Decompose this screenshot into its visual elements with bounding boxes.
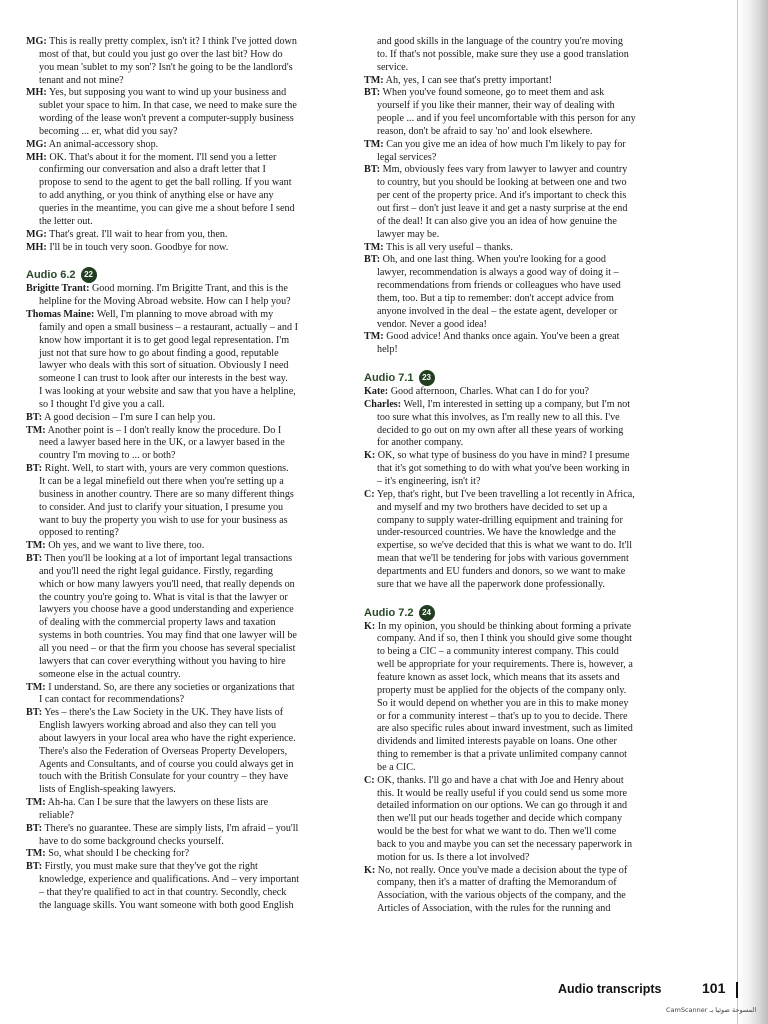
speaker-label: BT: bbox=[26, 822, 43, 834]
transcript-continuation: It can be a legal minefield out there when you're setting up a bbox=[39, 476, 284, 487]
transcript-continuation: mean that we'll be tendering for jobs with various government bbox=[377, 553, 629, 565]
transcript-continuation: decided to go out on my own after all these years of working bbox=[377, 424, 624, 436]
speaker-label: BT: bbox=[364, 87, 381, 99]
speech-text: Can you give me an idea of how much I'm likely to pay for bbox=[386, 138, 626, 150]
speaker-label: TM: bbox=[26, 681, 46, 693]
transcript-continuation: sublet your space to him. In that case, we need to make sure the bbox=[39, 100, 297, 112]
transcript-continuation: So it would depend on whether you are in this to make money bbox=[377, 697, 629, 709]
transcript-continuation: lawyer, recommendation is always a good way of doing it – bbox=[377, 267, 619, 279]
transcript-continuation: confirming our conversation and also a draft letter that I bbox=[39, 164, 266, 176]
transcript-continuation: to add anything, or you think of anything else or have any bbox=[39, 190, 274, 202]
transcript-continuation: which or how many lawyers you'll need, that really depends on bbox=[39, 578, 295, 590]
transcript-continuation: sure that we have all the paperwork done professionally. bbox=[377, 578, 605, 590]
transcript-continuation: touch with the British Consulate for your country – they have bbox=[39, 771, 289, 783]
speaker-label: MG: bbox=[26, 138, 47, 150]
speech-text: Mm, obviously fees vary from lawyer to lawyer and country bbox=[382, 164, 628, 176]
transcript-continuation: propose to send to the agent to get the ball rolling. If you want bbox=[39, 177, 292, 189]
transcript-line bbox=[364, 254, 687, 267]
transcript-line bbox=[26, 682, 349, 695]
transcript-continuation: Agents and Consultants, and of course you could always get in bbox=[39, 758, 294, 770]
transcript-continuation: would be the best for what we want to do. Then we'll come bbox=[377, 826, 617, 838]
speaker-label: C: bbox=[364, 488, 375, 500]
transcript-line bbox=[364, 331, 687, 344]
transcript-continuation: people ... and if you feel uncomfortable with this person for any bbox=[377, 113, 636, 125]
transcript-continuation: or for a community interest – that's up to you to decide. There bbox=[377, 710, 628, 722]
transcript-line bbox=[26, 36, 349, 49]
transcript-continuation: recommendations from friends or colleagues who have used bbox=[377, 280, 621, 292]
transcript-continuation: service. bbox=[377, 61, 409, 73]
transcript-continuation: lawyers that can cover everything without you having to hire bbox=[39, 655, 286, 667]
speaker-label: Kate: bbox=[364, 386, 389, 398]
transcript-continuation: too sure what this involves, as I'm really new to all this. I've bbox=[377, 411, 620, 423]
transcript-continuation: just not that sure how to go about finding a good, reputable bbox=[39, 347, 279, 359]
transcript-line bbox=[26, 242, 349, 255]
transcript-continuation: systems in both countries. You may find that one lawyer will be bbox=[39, 630, 297, 642]
audio-heading bbox=[364, 370, 687, 386]
speaker-label: MG: bbox=[26, 36, 47, 47]
speech-text: This is all very useful – thanks. bbox=[386, 241, 513, 253]
transcript-line bbox=[364, 139, 687, 152]
transcript-continuation: have to do some background checks yourself. bbox=[39, 835, 224, 847]
speech-text: In my opinion, you should be thinking about forming a private bbox=[377, 620, 632, 632]
scanner-watermark: CamScanner المسوحة ضوئيا بـ bbox=[666, 1006, 757, 1014]
transcript-continuation: to country, but you should be looking at between one and two bbox=[377, 177, 627, 189]
transcript-line bbox=[26, 848, 349, 861]
transcript-continuation: detailed information on our options. We can go through it and bbox=[377, 800, 628, 812]
speaker-label: Brigitte Trant: bbox=[26, 283, 90, 295]
transcript-continuation: and myself and my two brothers have decided to set up a bbox=[377, 501, 608, 513]
speech-text: Yep, that's right, but I've been travelling a lot recently in Africa, bbox=[376, 488, 635, 500]
transcript-continuation: this. It would be really useful if you could send us some more bbox=[377, 787, 627, 799]
transcript-continuation: company, then it's a matter of drafting the Memorandum of bbox=[377, 877, 617, 889]
transcript-continuation: anyone involved in the deal – the estate agent, developer or bbox=[377, 305, 618, 317]
transcript-continuation: dividends and limited interests payable on loans. One other bbox=[377, 736, 617, 748]
transcript-line bbox=[364, 489, 687, 502]
track-number-badge: 22 bbox=[81, 267, 97, 283]
transcript-continuation: the country you're going to. What is vital is that the lawyer or bbox=[39, 591, 288, 603]
speech-text: So, what should I be checking for? bbox=[48, 848, 190, 860]
transcript-continuation: lawyer who deals with this sort of situation. Obviously I need bbox=[39, 360, 289, 372]
speech-text: An animal-accessory shop. bbox=[48, 138, 159, 150]
transcript-continuation: someone else in the actual country. bbox=[39, 668, 181, 680]
transcript-line bbox=[364, 621, 687, 634]
speaker-label: Thomas Maine: bbox=[26, 309, 95, 321]
transcript-continuation: yourself if you like their manner, their way of dealing with bbox=[377, 100, 615, 112]
footer-bar bbox=[736, 982, 738, 998]
track-number-badge: 24 bbox=[419, 605, 435, 621]
speaker-label: TM: bbox=[26, 424, 46, 436]
transcript-continuation: that it's got something to do with what you've been working in bbox=[377, 463, 630, 475]
speaker-label: MG: bbox=[26, 228, 47, 240]
speaker-label: TM: bbox=[364, 241, 384, 253]
speech-text: I'll be in touch very soon. Goodbye for now. bbox=[49, 241, 229, 253]
speaker-label: TM: bbox=[26, 540, 46, 552]
transcript-line bbox=[26, 553, 349, 566]
transcript-line bbox=[364, 87, 687, 100]
speech-text: Firstly, you must make sure that they've got the right bbox=[44, 861, 258, 873]
speech-text: Oh yes, and we want to live there, too. bbox=[48, 540, 205, 552]
speaker-label: BT: bbox=[26, 411, 43, 423]
transcript-continuation: opposed to renting? bbox=[39, 527, 119, 539]
transcript-continuation: all you need – or that the firm you choose has several specialist bbox=[39, 642, 296, 654]
speaker-label: TM: bbox=[364, 331, 384, 343]
transcript-continuation: vendor. Never a good idea! bbox=[377, 318, 487, 330]
transcript-continuation: help! bbox=[377, 344, 398, 356]
speaker-label: TM: bbox=[364, 138, 384, 150]
transcript-continuation: property must be applied for the objects of the company only. bbox=[377, 684, 627, 696]
transcript-continuation: thing to remember is that a private unlimited company cannot bbox=[377, 749, 627, 761]
transcript-line bbox=[26, 87, 349, 100]
speaker-label: K: bbox=[364, 450, 376, 462]
speaker-label: K: bbox=[364, 864, 376, 876]
speech-text: Well, I'm planning to move abroad with my bbox=[96, 309, 274, 321]
transcript-continuation: becoming ... er, what did you say? bbox=[39, 125, 178, 137]
page-edge-shadow bbox=[738, 0, 768, 1024]
speech-text: This is really pretty complex, isn't it? I think I've jotted down bbox=[49, 36, 297, 47]
transcript-continuation: lawyer may be. bbox=[377, 228, 440, 240]
transcript-continuation: of dealing with the commercial property laws and taxation bbox=[39, 617, 276, 629]
transcript-line bbox=[26, 412, 349, 425]
footer-section-title: Audio transcripts bbox=[558, 982, 662, 996]
transcript-continuation: English lawyers working abroad and also they can tell you bbox=[39, 720, 277, 732]
speaker-label: TM: bbox=[26, 848, 46, 860]
speech-text: Good advice! And thanks once again. You've been a great bbox=[386, 331, 620, 343]
transcript-line bbox=[364, 865, 687, 878]
audio-heading bbox=[364, 605, 687, 621]
transcript-continuation: them, too. But a tip to remember: don't accept advice from bbox=[377, 292, 614, 304]
transcript-block bbox=[364, 386, 687, 592]
transcript-continuation: most of that, but could you just go over the last bit? How do bbox=[39, 48, 283, 60]
transcript-line bbox=[26, 139, 349, 152]
transcript-continuation: tenant and not mine? bbox=[39, 74, 124, 86]
transcript-line bbox=[26, 283, 349, 296]
speech-text: Then you'll be looking at a lot of important legal transactions bbox=[44, 553, 293, 565]
speaker-label: BT: bbox=[26, 553, 43, 565]
transcript-block bbox=[364, 621, 687, 916]
speech-text: Good afternoon, Charles. What can I do for you? bbox=[390, 386, 590, 398]
speech-text: Ah-ha. Can I be sure that the lawyers on these lists are bbox=[47, 797, 269, 809]
transcript-continuation: helpline for the Moving Abroad website. How can I help you? bbox=[39, 296, 291, 308]
transcript-continuation: motion for us. Is there a lot involved? bbox=[377, 851, 530, 863]
transcript-continuation: about lawyers in your local area who have the right experience. bbox=[39, 732, 296, 744]
transcript-continuation: knowledge, experience and qualifications. And – very important bbox=[39, 874, 300, 886]
transcript-line bbox=[364, 242, 687, 255]
transcript-continuation: There's also the Federation of Overseas Property Developers, bbox=[39, 745, 288, 757]
transcript-continuation: need a lawyer based here in the UK, or a lawyer based in the bbox=[39, 437, 285, 449]
speech-text: Good morning. I'm Brigitte Trant, and this is the bbox=[91, 283, 288, 295]
speaker-label: MH: bbox=[26, 151, 47, 163]
transcript-continuation: and good skills in the language of the country you're moving bbox=[377, 36, 623, 47]
transcript-line bbox=[364, 775, 687, 788]
transcript-continuation: to. If that's not possible, make sure they use a good translation bbox=[377, 48, 629, 60]
transcript-line bbox=[26, 823, 349, 836]
transcript-continuation: the letter out. bbox=[39, 215, 93, 227]
speaker-label: MH: bbox=[26, 87, 47, 99]
speech-text: A good decision – I'm sure I can help you. bbox=[44, 411, 216, 423]
transcript-continuation: legal services? bbox=[377, 151, 437, 163]
transcript-continuation: someone I can trust to look after our interests in the best way. bbox=[39, 373, 288, 385]
transcript-line bbox=[26, 707, 349, 720]
transcript-line bbox=[26, 309, 349, 322]
transcript-line bbox=[364, 399, 687, 412]
transcript-continuation: wording of the lease won't prevent a computer-supply business bbox=[39, 113, 294, 125]
transcript-continuation: I can contact for recommendations? bbox=[39, 694, 185, 706]
transcript-line bbox=[364, 164, 687, 177]
transcript-continuation: country I'm moving to ... or both? bbox=[39, 450, 176, 462]
transcript-continuation: back to you and maybe you can set the necessary paperwork in bbox=[377, 838, 633, 850]
transcript-continuation: are also specific rules about inward investment, such as limited bbox=[377, 723, 633, 735]
transcript-line bbox=[26, 540, 349, 553]
transcript-continuation: to being a CIC – a community interest company. This could bbox=[377, 646, 619, 658]
speech-text: Another point is – I don't really know the procedure. Do I bbox=[47, 424, 282, 436]
transcript-line bbox=[26, 425, 349, 438]
speech-text: OK, so what type of business do you have in mind? I presume bbox=[377, 450, 630, 462]
speech-text: When you've found someone, go to meet them and ask bbox=[382, 87, 605, 99]
transcript-continuation: company. And if so, then I think you should give some thought bbox=[377, 633, 632, 645]
audio-heading-label: Audio 7.1 bbox=[364, 372, 414, 385]
speaker-label: BT: bbox=[364, 254, 381, 266]
transcript-continuation: you mean 'sublet to my son'? Isn't he going to be the landlord's bbox=[39, 61, 293, 73]
transcript-continuation: business in another country. There are so many different things bbox=[39, 488, 294, 500]
speaker-label: TM: bbox=[26, 797, 46, 809]
transcript-line bbox=[26, 463, 349, 476]
transcript-continuation: well be appropriate for your requirements. There is, however, a bbox=[377, 659, 633, 671]
transcript-continuation: of the deal! It can also give you an idea of how genuine the bbox=[377, 215, 617, 227]
transcript-continuation: want to buy the property you wish to use for your business as bbox=[39, 514, 288, 526]
speech-text: OK, thanks. I'll go and have a chat with Joe and Henry about bbox=[377, 774, 624, 786]
transcript-continuation: Association, with the various objects of the company, and the bbox=[377, 890, 626, 902]
transcript-line bbox=[26, 861, 349, 874]
transcript-continuation: reason, don't be afraid to say 'no' and look elsewhere. bbox=[377, 125, 593, 137]
transcript-line bbox=[26, 797, 349, 810]
audio-heading bbox=[26, 267, 349, 283]
transcript-continuation: feature known as asset lock, which means that its assets and bbox=[377, 671, 620, 683]
speech-text: Yes, but supposing you want to wind up your business and bbox=[48, 87, 287, 99]
speaker-label: BT: bbox=[26, 707, 43, 719]
audio-heading-label: Audio 6.2 bbox=[26, 269, 76, 282]
transcript-continuation: lawyers you choose have a good understanding and experience bbox=[39, 604, 294, 616]
transcript-continuation: out first – don't just leave it and get a nasty surprise at the end bbox=[377, 202, 628, 214]
transcript-block bbox=[26, 283, 349, 912]
transcript-continuation: queries in the meantime, you can give me a shout before I send bbox=[39, 202, 295, 214]
transcript-continuation: be a CIC. bbox=[377, 761, 416, 773]
speech-text: Oh, and one last thing. When you're looking for a good bbox=[382, 254, 606, 266]
speech-text: No, not really. Once you've made a decision about the type of bbox=[377, 864, 628, 876]
transcript-line bbox=[364, 75, 687, 88]
transcript-block bbox=[26, 36, 349, 254]
transcript-line bbox=[364, 450, 687, 463]
transcript-continuation: Articles of Association, with the rules for the running and bbox=[377, 903, 611, 915]
transcript-continuation: the language skills. You want someone with both good English bbox=[39, 899, 294, 911]
speech-text: Yes – there's the Law Society in the UK. They have lists of bbox=[44, 707, 284, 719]
transcript-continuation: family and open a small business – a restaurant, actually – and I bbox=[39, 321, 298, 333]
speaker-label: C: bbox=[364, 774, 375, 786]
transcript-continuation: for another company. bbox=[377, 437, 464, 449]
speech-text: I understand. So, are there any societies or organizations that bbox=[48, 681, 295, 693]
transcript-continuation: company to supply water-drilling equipment and training for bbox=[377, 514, 623, 526]
right-column bbox=[364, 36, 687, 916]
speech-text: That's great. I'll wait to hear from you, then. bbox=[49, 228, 228, 240]
transcript-continuation: reliable? bbox=[39, 809, 74, 821]
speech-text: Ah, yes, I can see that's pretty important! bbox=[385, 74, 552, 86]
audio-heading-label: Audio 7.2 bbox=[364, 606, 414, 619]
transcript-continuation: per cent of the property price. And it's important to check this bbox=[377, 190, 627, 202]
transcript-line bbox=[26, 152, 349, 165]
speech-text: Right. Well, to start with, yours are very common questions. bbox=[44, 463, 289, 475]
track-number-badge: 23 bbox=[419, 370, 435, 386]
transcript-continuation: departments and EU funders and donors, so we want to make bbox=[377, 565, 626, 577]
speech-text: There's no guarantee. These are simply lists, I'm afraid – you'll bbox=[44, 822, 299, 834]
speech-text: OK. That's about it for the moment. I'll send you a letter bbox=[49, 151, 277, 163]
transcript-continuation: under-resourced countries. We have the knowledge and the bbox=[377, 527, 616, 539]
speaker-label: BT: bbox=[26, 861, 43, 873]
transcript-block bbox=[364, 36, 687, 357]
left-column bbox=[26, 36, 349, 913]
transcript-continuation: know how important it is to get good legal representation. I'm bbox=[39, 334, 290, 346]
transcript-continuation: so I thought I'd give you a call. bbox=[39, 398, 165, 410]
speaker-label: Charles: bbox=[364, 398, 402, 410]
transcript-continuation: lists of English-speaking lawyers. bbox=[39, 784, 176, 796]
speaker-label: MH: bbox=[26, 241, 47, 253]
speech-text: Well, I'm interested in setting up a company, but I'm not bbox=[403, 398, 631, 410]
transcript-continuation: – that they're qualified to act in that country. Secondly, check bbox=[39, 887, 287, 898]
speaker-label: K: bbox=[364, 620, 376, 632]
transcript-continuation: I was looking at your website and saw that you have a helpline, bbox=[39, 386, 296, 398]
transcript-continuation: to consider. And just to clarify your situation, I presume you bbox=[39, 501, 284, 513]
speaker-label: BT: bbox=[26, 463, 43, 475]
transcript-continuation: – it's engineering, isn't it? bbox=[377, 476, 481, 487]
transcript-line bbox=[26, 229, 349, 242]
page-number: 101 bbox=[702, 980, 726, 996]
speaker-label: TM: bbox=[364, 74, 384, 86]
transcript-continuation: then we'll put our heads together and decide which company bbox=[377, 813, 623, 825]
transcript-continuation: and you'll need the right legal guidance. Firstly, regarding bbox=[39, 565, 273, 577]
speaker-label: BT: bbox=[364, 164, 381, 176]
transcript-line bbox=[364, 386, 687, 399]
transcript-continuation: expertise, so we've decided that this is what we want to do. It'll bbox=[377, 540, 633, 552]
page-edge-line bbox=[737, 0, 738, 1024]
